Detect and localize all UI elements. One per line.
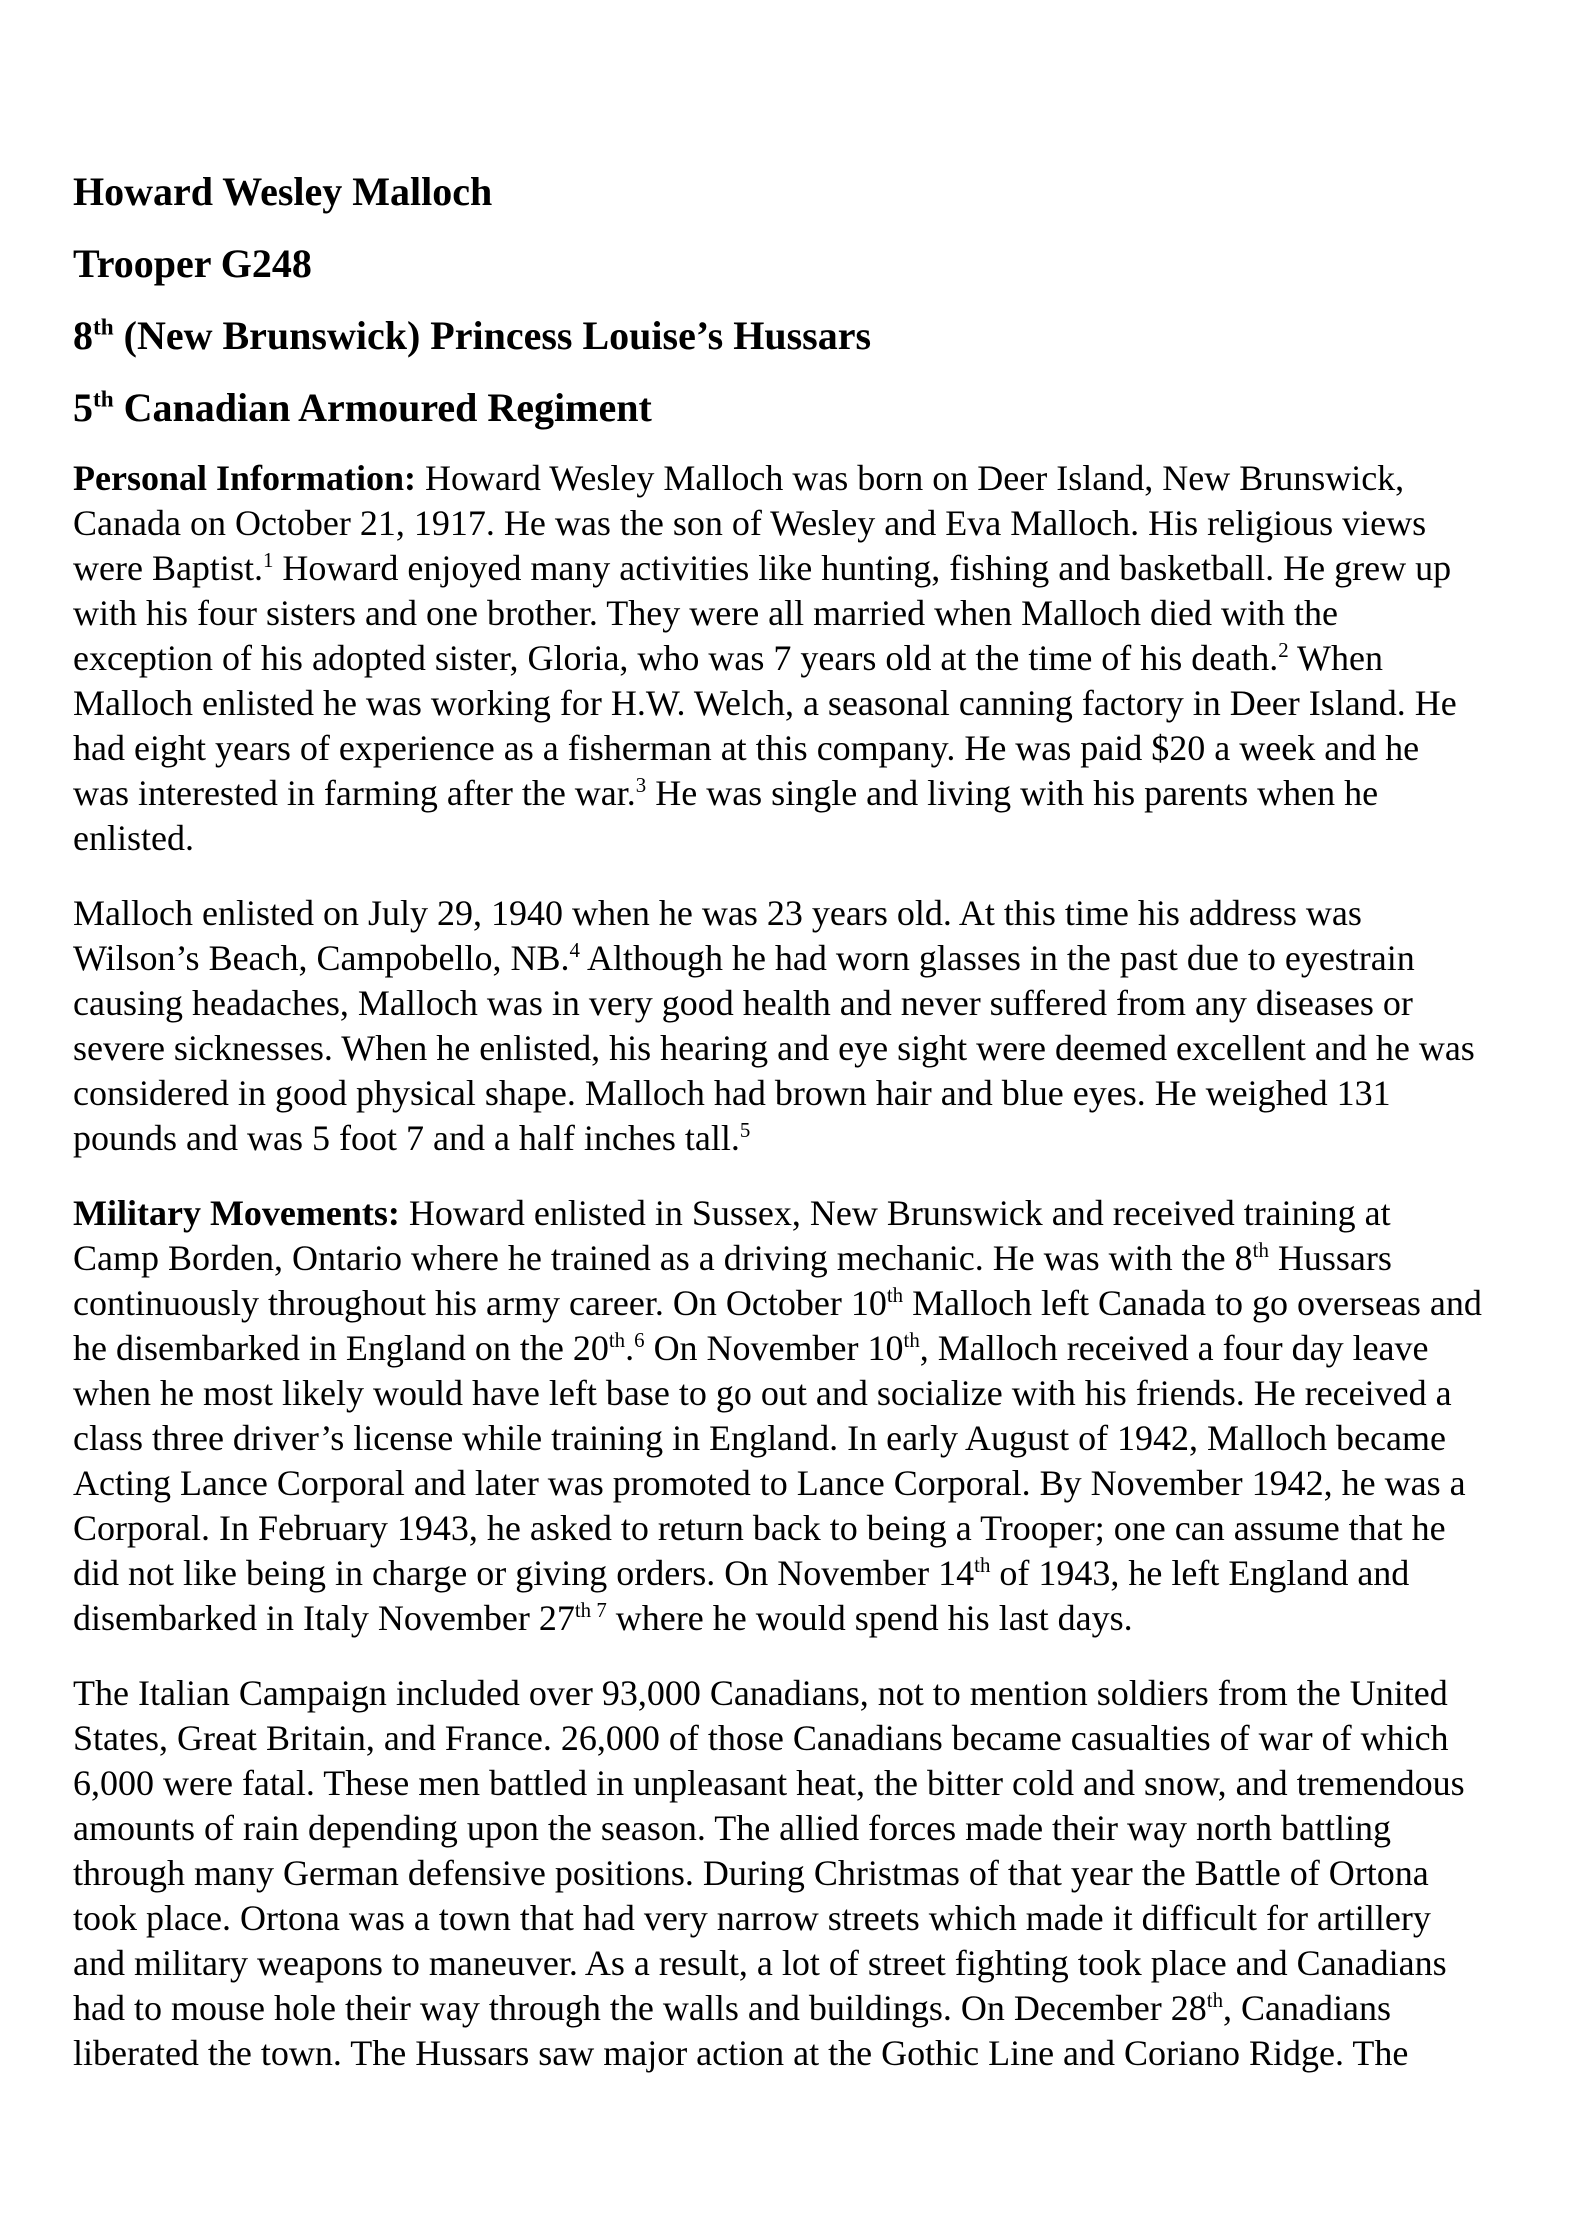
heading-armoured-regiment: 5th Canadian Armoured Regiment [73,385,652,430]
paragraph-italian-campaign: The Italian Campaign included over 93,000 Canadians, not to mention soldiers from the United States, Great Britain, and France. 26,000 of those Canadians became casualties of war of which 6,000 were fatal. These men battled in unpleasant heat, the bitter cold and snow, and tremendous amounts of rain depending upon the season. The allied forces made their way north battling through many German defensive positions. During Christmas of that year the Battle of Ortona took place. Ortona was a town that had very narrow streets which made it difficult for artillery and military weapons to maneuver. As a result, a lot of street fighting took place and Canadians had to mouse hole their way through the walls and buildings. On December 28th, Canadians liberated the town. The Hussars saw major action at the Gothic Line and Coriano Ridge. The [73,1673,1465,2073]
paragraph-military-movements: Military Movements: Howard enlisted in Sussex, New Brunswick and received training at Camp Borden, Ontario where he trained as a driving mechanic. He was with the 8th Hussars continuously throughout his army career. On October 10th Malloch left Canada to go overseas and he disembarked in England on the 20th.$^6$ On November 10th, Malloch received a four day leave when he most likely would have left base to go out and socialize with his friends. He received a class three driver’s license while training in England. In early August of 1942, Malloch became Acting Lance Corporal and later was promoted to Lance Corporal. By November 1942, he was a Corporal. In February 1943, he asked to return back to being a Trooper; one can assume that he did not like being in charge or giving orders. On November 14th of 1943, he left England and disembarked in Italy November $27^{th 7}$ where he would spend his last days. [73,1193,1482,1638]
heading-soldier-name: Howard Wesley Malloch [73,169,493,214]
heading-trooper-number: Trooper G248 [73,241,312,286]
paragraph-enlistment-details: Malloch enlisted on July 29, 1940 when he was 23 years old. At this time his address was Wilson’s Beach, Campobello, NB.$^4$ Although he had worn glasses in the past due to eyestrain causing headaches, Malloch was in very good health and never suffered from any diseases or severe sicknesses. When he enlisted, his hearing and eye sight were deemed excellent and he was considered in good physical shape. Malloch had brown hair and blue eyes. He weighed 131 pounds and was 5 foot 7 and a half inches tall.$^5$ [73,893,1475,1158]
paragraph-personal-information: Personal Information: Howard Wesley Malloch was born on Deer Island, New Brunswick, Canada on October 21, 1917. He was the son of Wesley and Eva Malloch. His religious views were Baptist.$^1$ Howard enjoyed many activities like hunting, fishing and basketball. He grew up with his four sisters and one brother. They were all married when Malloch died with the exception of his adopted sister, Gloria, who was 7 years old at the time of his death.$^2$ When Malloch enlisted he was working for H.W. Welch, a seasonal canning factory in Deer Island. He had eight years of experience as a fisherman at this company. He was paid $20 a week and he was interested in farming after the war.$^3$ He was single and living with his parents when he enlisted. [73,458,1457,858]
heading-hussars-regiment: 8th (New Brunswick) Princess Louise’s Hussars [73,313,872,358]
